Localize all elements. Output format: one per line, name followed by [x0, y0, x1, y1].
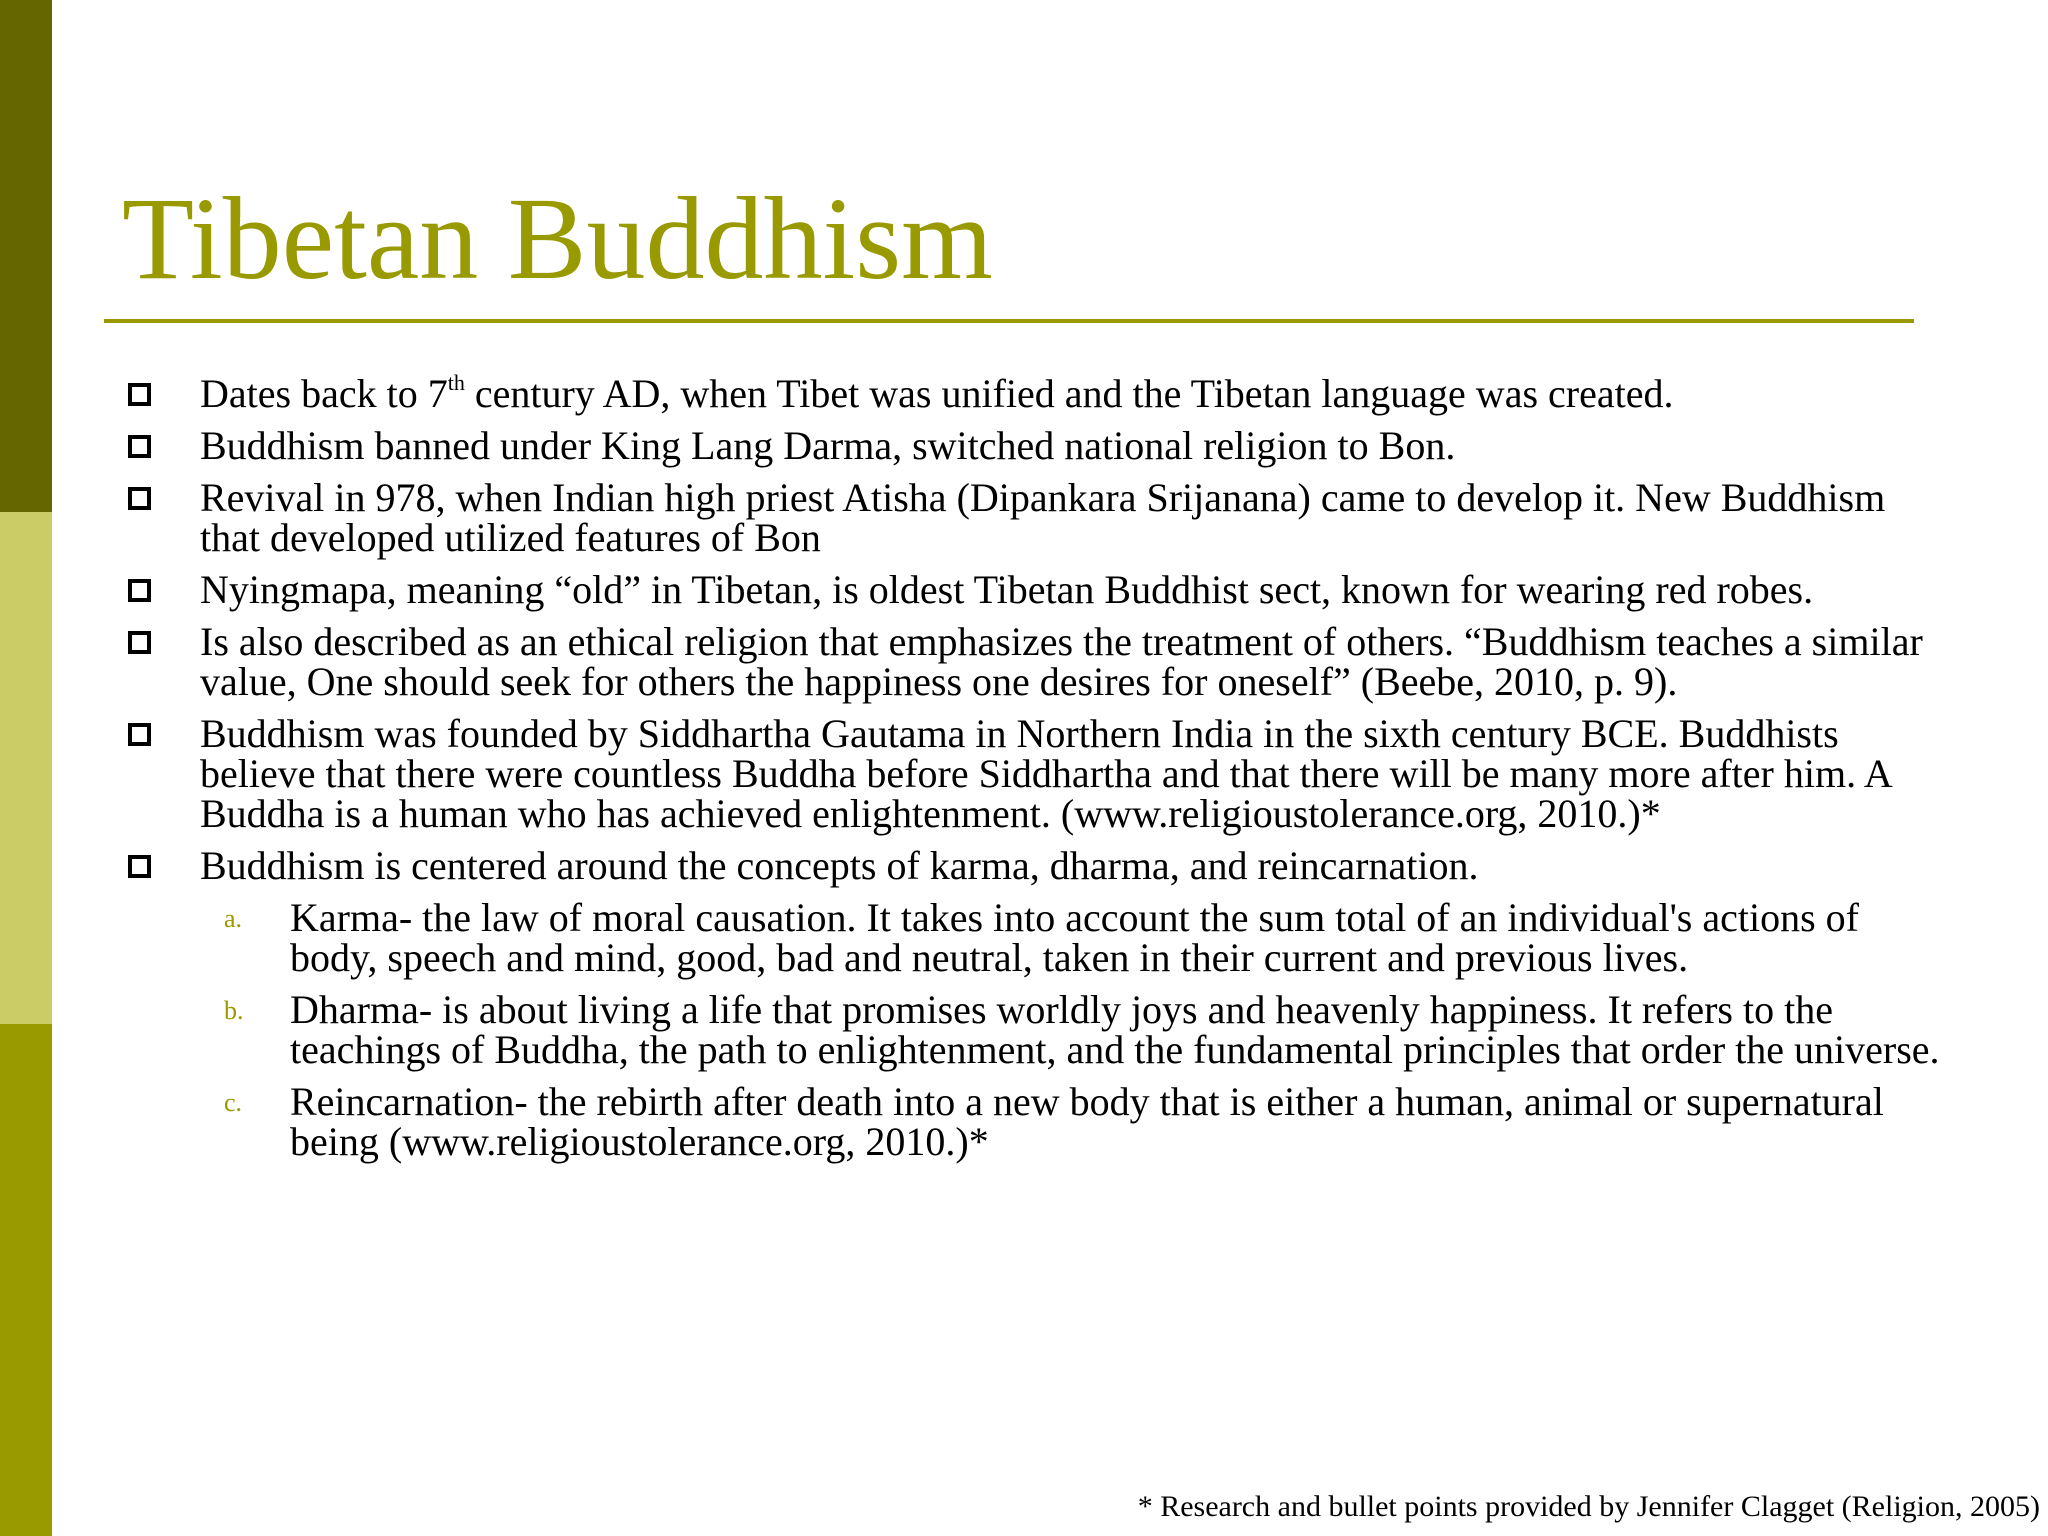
sub-item-marker: b. [224, 996, 244, 1025]
left-accent-bar-top [0, 0, 52, 512]
sub-list [200, 895, 1940, 1164]
sub-item-reincarnation [200, 1079, 1940, 1164]
bullet-item [120, 567, 1940, 612]
hollow-square-icon [128, 383, 151, 406]
bullet-item [120, 475, 1940, 560]
bullet-text: Buddhism banned under King Lang Darma, switched national religion to Bon. [200, 423, 1456, 468]
bullet-text: Revival in 978, when Indian high priest Atisha (Dipankara Srijanana) came to develop it. New Buddhism that developed utilized features of Bon [200, 475, 1886, 560]
bullet-item [120, 619, 1940, 704]
hollow-square-icon [128, 855, 151, 878]
hollow-square-icon [128, 723, 151, 746]
slide-title: Tibetan Buddhism [122, 173, 993, 304]
sub-item-text: Reincarnation- the rebirth after death into a new body that is either a human, animal or supernatural being (www.religioustolerance.org, 2010.)* [290, 1079, 1884, 1164]
left-accent-bar-bottom [0, 1024, 52, 1536]
hollow-square-icon [128, 487, 151, 510]
hollow-square-icon [128, 579, 151, 602]
sub-item-marker: c. [224, 1088, 243, 1117]
sub-item-marker: a. [224, 904, 243, 933]
bullet-item [120, 711, 1940, 836]
title-underline [104, 319, 1914, 323]
bullet-text: Buddhism is centered around the concepts of karma, dharma, and reincarnation. [200, 843, 1479, 888]
bullet-text: Is also described as an ethical religion that emphasizes the treatment of others. “Buddhism teaches a similar value, One should seek for others the happiness one desires for oneself” (Beebe, 2010, p. 9). [200, 619, 1923, 704]
superscript: th [447, 370, 465, 395]
sub-item-text: Dharma- is about living a life that promises worldly joys and heavenly happiness. It refers to the teachings of Buddha, the path to enlightenment, and the fundamental principles that order the universe. [290, 987, 1940, 1072]
bullet-text: Dates back to 7th century AD, when Tibet was unified and the Tibetan language was created. [200, 370, 1674, 416]
sub-item-dharma [200, 987, 1940, 1072]
sub-item-text: Karma- the law of moral causation. It takes into account the sum total of an individual's actions of body, speech and mind, good, bad and neutral, taken in their current and previous lives. [290, 895, 1859, 980]
bullet-text: Buddhism was founded by Siddhartha Gautama in Northern India in the sixth century BCE. Buddhists believe that there were countless Buddha before Siddhartha and that there will be many more after him. A Buddha is a human who has achieved enlightenment. (www.religioustolerance.org, 2010.)* [200, 711, 1891, 836]
sub-item-karma [200, 895, 1940, 980]
hollow-square-icon [128, 435, 151, 458]
bullet-item [120, 423, 1940, 468]
left-accent-bar-middle [0, 512, 52, 1024]
hollow-square-icon [128, 631, 151, 654]
bullet-item [120, 843, 1940, 1164]
bullet-list [120, 370, 1940, 1174]
bullet-item [120, 370, 1940, 416]
footnote: * Research and bullet points provided by Jennifer Clagget (Religion, 2005) [1137, 1490, 2040, 1523]
bullet-text: Nyingmapa, meaning “old” in Tibetan, is oldest Tibetan Buddhist sect, known for wearing red robes. [200, 567, 1814, 612]
